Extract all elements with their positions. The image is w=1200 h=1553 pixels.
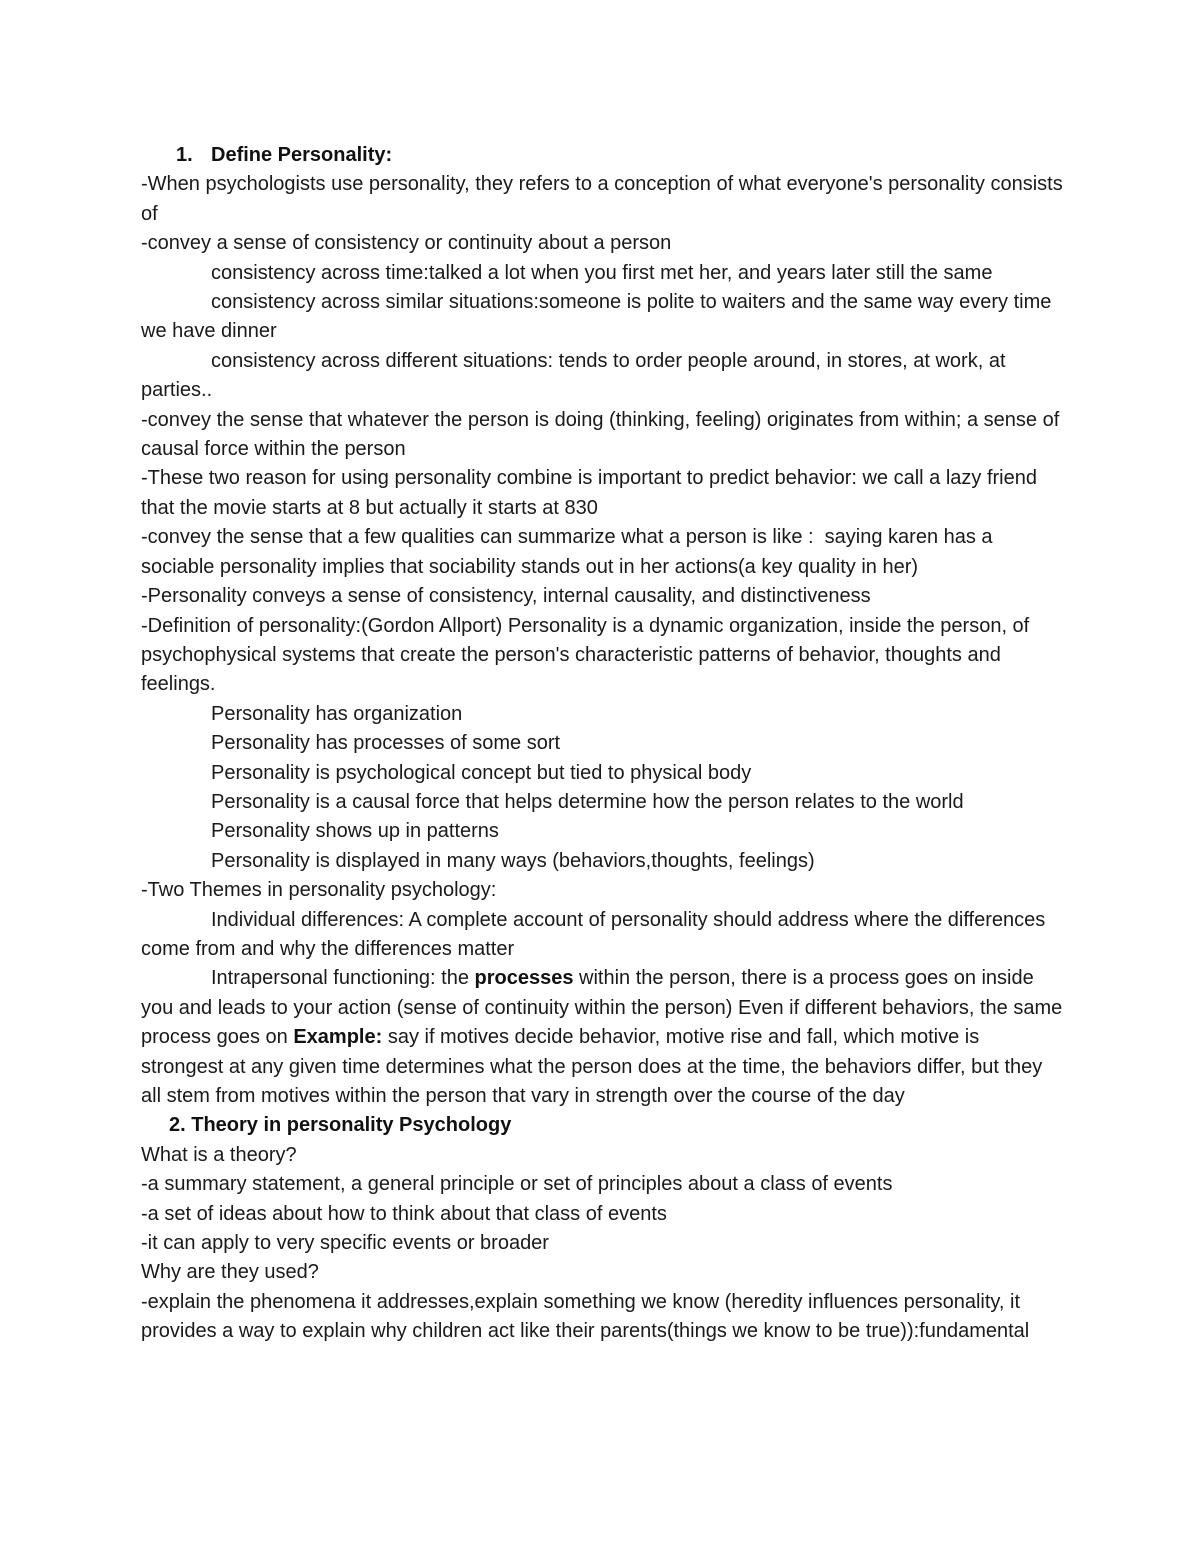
- list-item: Personality has processes of some sort: [211, 732, 561, 755]
- section-1-number: 1.: [176, 144, 193, 166]
- paragraph: -a set of ideas about how to think about that class of events: [141, 1202, 667, 1225]
- document-body: [141, 141, 1069, 1347]
- list-item: Personality is a causal force that helps determine how the person relates to the world: [211, 790, 964, 813]
- list-item: Personality shows up in patterns: [211, 820, 499, 843]
- question: Why are they used?: [141, 1261, 319, 1284]
- list-item: Personality is displayed in many ways (behaviors,thoughts, feelings): [211, 849, 815, 872]
- paragraph: -convey the sense that whatever the person is doing (thinking, feeling) originates from within; a sense of causal force within the person: [141, 408, 1065, 461]
- paragraph: -convey a sense of consistency or continuity about a person: [141, 232, 672, 255]
- paragraph: -Definition of personality:(Gordon Allport) Personality is a dynamic organization, inside the person, of psychophysical systems that create the person's characteristic patterns of behavior, thoughts and feelings.: [141, 614, 1035, 696]
- paragraph: -convey the sense that a few qualities can summarize what a person is like : saying karen has a sociable personality implies that sociability stands out in her actions(a key quality in her): [141, 526, 999, 578]
- theme-text: say if motives decide behavior, motive rise and fall, which motive is strongest at any given time determines what the person does at the time, the behaviors differ, but they all stem from motives within the person that vary in strength over the course of the day: [141, 1026, 1048, 1107]
- section-2-heading: 2. Theory in personality Psychology: [169, 1114, 512, 1137]
- theme-item: [141, 964, 1066, 1111]
- paragraph: -a summary statement, a general principle or set of principles about a class of events: [141, 1173, 893, 1196]
- paragraph: -Personality conveys a sense of consistency, internal causality, and distinctiveness: [141, 585, 871, 608]
- question: What is a theory?: [141, 1143, 297, 1166]
- list-item: Personality has organization: [211, 702, 463, 725]
- paragraph: -Two Themes in personality psychology:: [141, 879, 497, 902]
- theme-item: Individual differences: A complete account of personality should address where the differences come from and why the differences matter: [141, 908, 1051, 960]
- theme-text: within the person, there is a process goes on inside you and leads to your action (sense of continuity within the person) Even if different behaviors, the same process goes on: [141, 967, 1068, 1049]
- consistency-item: consistency across time:talked a lot when you first met her, and years later still the same: [211, 261, 993, 284]
- paragraph: -it can apply to very specific events or broader: [141, 1232, 549, 1255]
- paragraph: -When psychologists use personality, they refers to a conception of what everyone's personality consists of: [141, 173, 1069, 225]
- bold-term: processes: [474, 967, 574, 990]
- paragraph: -explain the phenomena it addresses,explain something we know (heredity influences personality, it provides a way to explain why children act like their parents(things we know to be true)):fundamental: [141, 1290, 1030, 1343]
- consistency-item: consistency across different situations: tends to order people around, in stores, at work, at parties..: [141, 349, 1012, 402]
- theme-text: Intrapersonal functioning: the: [211, 967, 475, 990]
- bold-term: Example:: [293, 1026, 383, 1049]
- list-item: Personality is psychological concept but tied to physical body: [211, 761, 752, 784]
- section-1-title: Define Personality:: [211, 144, 393, 166]
- consistency-item: consistency across similar situations:someone is polite to waiters and the same way every time we have dinner: [141, 291, 1057, 343]
- paragraph: -These two reason for using personality combine is important to predict behavior: we call a lazy friend that the movie starts at 8 but actually it starts at 830: [141, 467, 1043, 519]
- section-1-heading: [141, 141, 1066, 170]
